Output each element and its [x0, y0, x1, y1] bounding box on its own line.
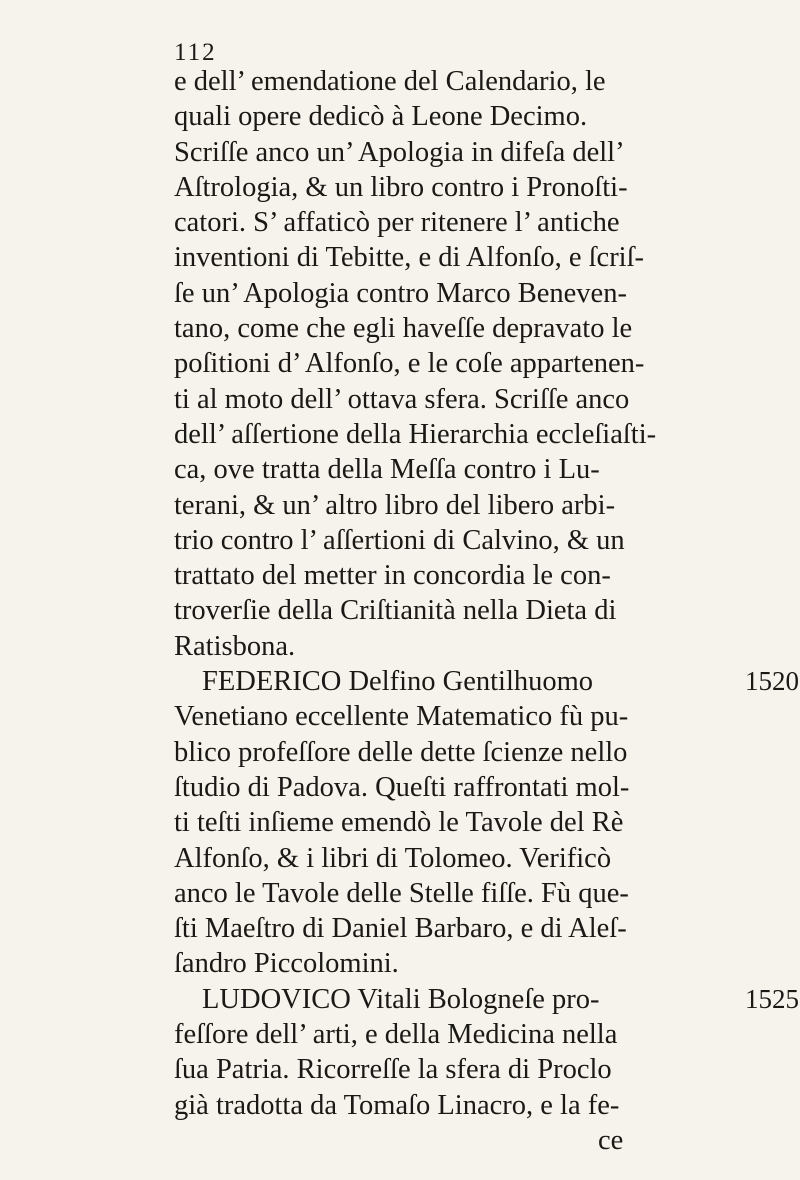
text-line: Alfonſo, & i libri di Tolomeo. Verificò [174, 842, 612, 874]
body-text [174, 64, 734, 1158]
text-line: Aſtrologia, & un libro contro i Pronoſti- [174, 171, 628, 203]
text-line: trattato del metter in concordia le con- [174, 560, 611, 592]
margin-year-ludovico: 1525 [745, 984, 799, 1014]
text-line: blico profeſſore delle dette ſcienze nello [174, 736, 628, 768]
text-line: terani, & un’ altro libro del libero arbi- [174, 489, 616, 521]
text-line: troverſie della Criſtianità nella Dieta di [174, 595, 617, 627]
text-line: feſſore dell’ arti, e della Medicina nella [174, 1019, 618, 1051]
text-line: e dell’ emendatione del Calendario, le [174, 66, 606, 97]
text-line: ſe un’ Apologia contro Marco Beneven- [174, 277, 627, 309]
paragraph-start-ludovico: LUDOVICO Vitali Bologneſe pro- [202, 983, 600, 1015]
text-line: catori. S’ affaticò per ritenere l’ antiche [174, 207, 620, 239]
text-line: già tradotta da Tomaſo Linacro, e la fe- [174, 1089, 620, 1121]
text-line: ca, ove tratta della Meſſa contro i Lu- [174, 454, 600, 486]
text-line: ſua Patria. Ricorreſſe la sfera di Proclo [174, 1054, 612, 1086]
text-line: ti al moto dell’ ottava sfera. Scriſſe anco [174, 383, 630, 415]
text-line: ſandro Piccolomini. [174, 948, 399, 980]
margin-year-federico: 1520 [745, 666, 799, 696]
text-line: inventioni di Tebitte, e di Alfonſo, e ſcriſ- [174, 242, 645, 274]
text-line: anco le Tavole delle Stelle fiſſe. Fù que- [174, 877, 629, 909]
text-line: Scriſſe anco un’ Apologia in difeſa dell’ [174, 136, 625, 168]
text-line: Venetiano eccellente Matematico fù pu- [174, 701, 629, 733]
text-line: dell’ aſſertione della Hierarchia eccleſiaſti- [174, 418, 657, 450]
text-line: poſitioni d’ Alfonſo, e le coſe appartenen- [174, 348, 645, 380]
page-number: 112 [174, 39, 217, 66]
text-line: ſti Maeſtro di Daniel Barbaro, e di Aleſ- [174, 913, 627, 945]
paragraph-start-federico: FEDERICO Delfino Gentilhuomo [202, 666, 594, 698]
text-line: trio contro l’ aſſertioni di Calvino, & un [174, 524, 625, 556]
text-line: Ratisbona. [174, 630, 296, 662]
text-line: tano, come che egli haveſſe depravato le [174, 313, 633, 345]
text-line: ti teſti inſieme emendò le Tavole del Rè [174, 807, 624, 839]
text-line: quali opere dedicò à Leone Decimo. [174, 101, 588, 133]
text-line: ſtudio di Padova. Queſti raffrontati mol- [174, 771, 630, 803]
catchword: ce [598, 1124, 624, 1156]
